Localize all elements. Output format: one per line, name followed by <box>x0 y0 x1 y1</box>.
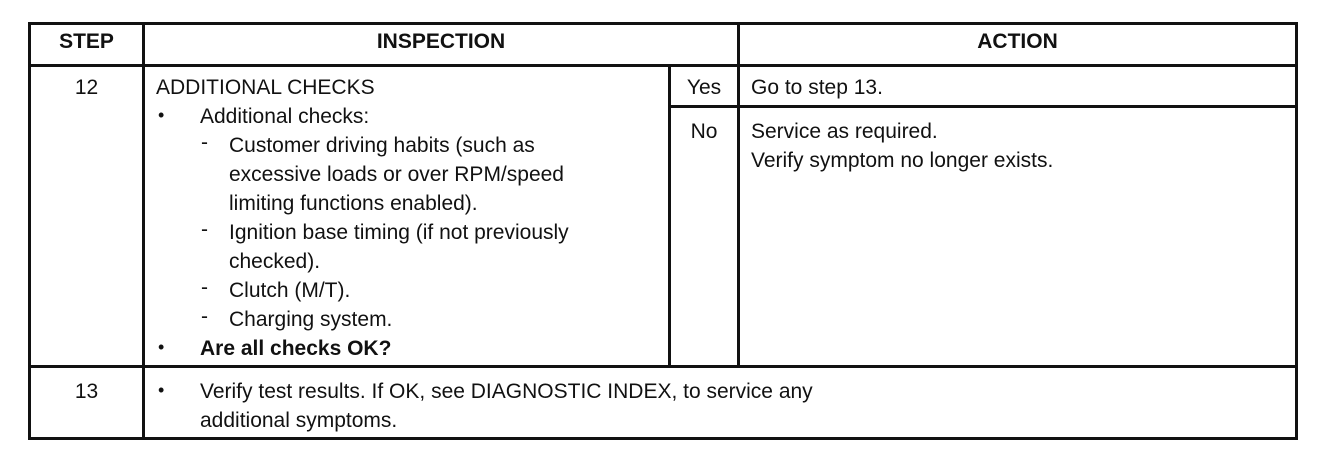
step-13-text-line1: Verify test results. If OK, see DIAGNOSTIC INDEX, to service any <box>200 380 813 403</box>
yes-no-column-left <box>668 66 671 366</box>
no-label: No <box>690 120 718 143</box>
bullet-icon: • <box>158 337 165 357</box>
check-clutch: Clutch (M/T). <box>229 279 351 302</box>
header-step: STEP <box>59 30 114 53</box>
step-13-number: 13 <box>74 380 99 403</box>
yes-no-divider <box>668 105 1298 108</box>
check-driving-habits-line2: excessive loads or over RPM/speed <box>229 163 564 186</box>
dash-icon: - <box>201 131 208 154</box>
row-divider <box>28 365 1298 368</box>
no-action-line2: Verify symptom no longer exists. <box>751 149 1054 172</box>
no-action-line1: Service as required. <box>751 120 938 143</box>
header-action: ACTION <box>977 30 1058 53</box>
step-column-divider <box>142 22 145 440</box>
additional-checks-bullet: Additional checks: <box>200 105 370 128</box>
yes-label: Yes <box>686 76 722 99</box>
step-12-number: 12 <box>74 76 99 99</box>
dash-icon: - <box>201 218 208 241</box>
step-12-question: Are all checks OK? <box>200 337 392 360</box>
dash-icon: - <box>201 276 208 299</box>
header-divider <box>28 64 1298 67</box>
check-charging-system: Charging system. <box>229 308 393 331</box>
dash-icon: - <box>201 305 208 328</box>
bullet-icon: • <box>158 105 165 125</box>
bullet-icon: • <box>158 380 165 400</box>
check-driving-habits-line1: Customer driving habits (such as <box>229 134 535 157</box>
check-ignition-timing-line1: Ignition base timing (if not previously <box>229 221 569 244</box>
header-inspection: INSPECTION <box>376 30 506 53</box>
step-12-title: ADDITIONAL CHECKS <box>156 76 375 99</box>
check-ignition-timing-line2: checked). <box>229 250 321 273</box>
step-13-text-line2: additional symptoms. <box>200 409 398 432</box>
yes-action: Go to step 13. <box>751 76 883 99</box>
action-column-divider <box>737 22 740 367</box>
check-driving-habits-line3: limiting functions enabled). <box>229 192 478 215</box>
